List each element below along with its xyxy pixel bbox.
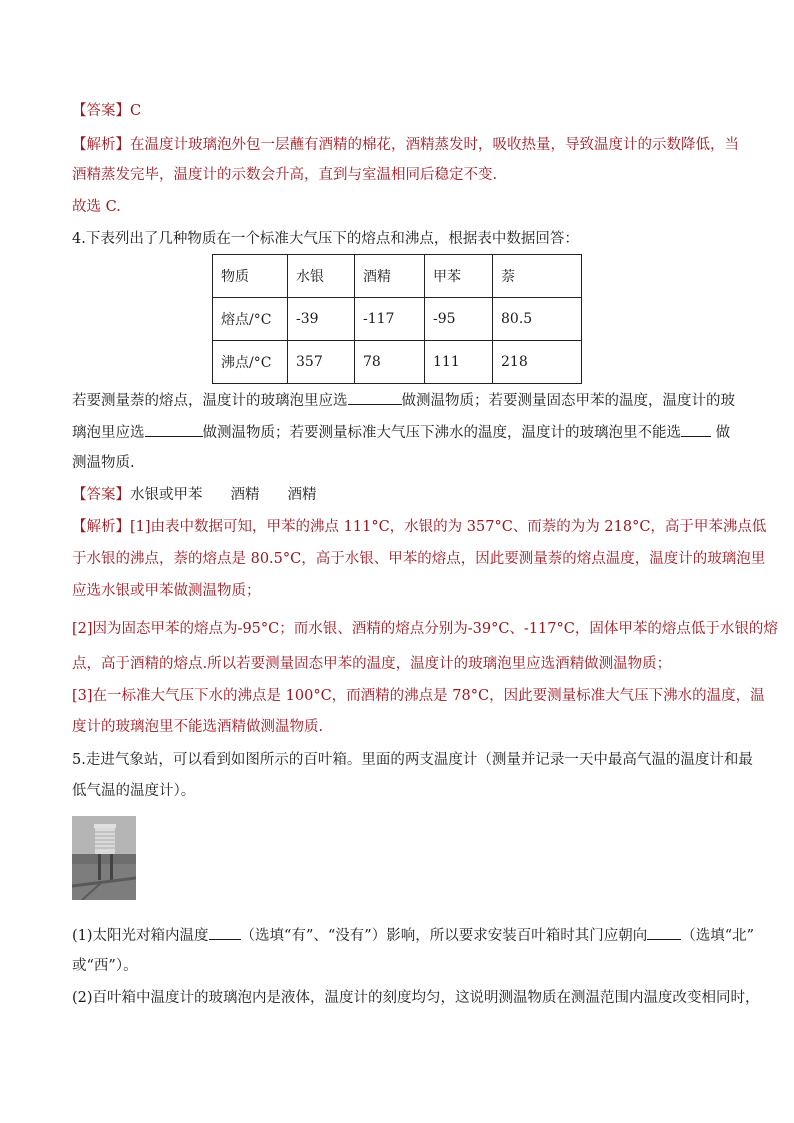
- q4-question-line-1: [72, 390, 735, 411]
- table-cell: 酒精: [355, 255, 425, 298]
- q5-part2-line-1: (2)百叶箱中温度计的玻璃泡内是液体，温度计的刻度均匀，这说明测温物质在测温范围内温度改变相同时，: [72, 990, 760, 1006]
- q3-choose: 故选 C.: [72, 199, 121, 215]
- question-text: 做: [711, 425, 731, 441]
- answer-blank: [348, 390, 402, 405]
- table-cell: 水银: [288, 255, 355, 298]
- table-cell: 熔点/°C: [213, 298, 288, 341]
- answer-blank: [145, 422, 203, 437]
- melting-boiling-table: [212, 254, 582, 384]
- answer-tag: 【答案】: [72, 103, 130, 119]
- question-text: （选填“有”、“没有”）影响，所以要求安装百叶箱时其门应朝向: [240, 928, 648, 944]
- q4-question-line-3: 测温物质.: [72, 455, 135, 471]
- table-header-row: [213, 255, 582, 298]
- question-text: 做测温物质；若要测量固态甲苯的温度，温度计的玻: [401, 393, 735, 409]
- answer-tag: 【答案】: [72, 487, 130, 503]
- answer-blank: [681, 422, 711, 437]
- table-cell: 218: [493, 341, 582, 384]
- answer-text: 水银或甲苯: [130, 487, 203, 503]
- q4-analysis-line-5: 点，高于酒精的熔点.所以若要测量固态甲苯的温度，温度计的玻璃泡里应选酒精做测温物质；: [72, 656, 672, 672]
- table-cell: 357: [288, 341, 355, 384]
- question-text: (1)太阳光对箱内温度: [72, 928, 209, 944]
- table-cell: 111: [425, 341, 493, 384]
- question-text: 璃泡里应选: [72, 425, 145, 441]
- table-cell: 沸点/°C: [213, 341, 288, 384]
- table-row: [213, 341, 582, 384]
- q4-analysis-line-6: [3]在一标准大气压下水的沸点是 100°C，而酒精的沸点是 78°C，因此要测量标准大气压下沸水的温度，温: [72, 688, 765, 704]
- table-cell: 78: [355, 341, 425, 384]
- answer-blank: [647, 925, 681, 940]
- q5-part1-line-1: [72, 925, 755, 946]
- question-text: 若要测量萘的熔点，温度计的玻璃泡里应选: [72, 393, 348, 409]
- question-text: （选填“北”: [681, 928, 755, 944]
- q5-stem-line-2: 低气温的温度计）。: [72, 783, 196, 799]
- q3-answer-line: [72, 101, 724, 121]
- table-cell: 甲苯: [425, 255, 493, 298]
- table-cell: 80.5: [493, 298, 582, 341]
- analysis-text: [1]由表中数据可知，甲苯的沸点 111°C，水银的为 357°C、而萘的为为 218°C，高于甲苯沸点低: [130, 519, 767, 535]
- analysis-tag: 【解析】: [72, 519, 130, 535]
- answer-blank: [209, 925, 241, 940]
- table-cell: -95: [425, 298, 493, 341]
- question-text: 做测温物质；若要测量标准大气压下沸水的温度，温度计的玻璃泡里不能选: [202, 425, 681, 441]
- table-cell: 物质: [213, 255, 288, 298]
- q5-part1-line-2: 或“西”）。: [72, 958, 138, 974]
- louvered-box-photo: [72, 816, 136, 900]
- q4-answer-line: [72, 485, 724, 505]
- table-cell: -39: [288, 298, 355, 341]
- q4-question-line-2: [72, 422, 731, 443]
- table-cell: 萘: [493, 255, 582, 298]
- q4-analysis-line-1: [72, 517, 767, 537]
- weather-box-image: [72, 816, 136, 900]
- q4-analysis-line-7: 度计的玻璃泡里不能选酒精做测温物质.: [72, 719, 324, 735]
- answer-text: 酒精: [287, 487, 317, 503]
- answer-text: 酒精: [230, 487, 260, 503]
- q4-analysis-line-3: 应选水银或甲苯做测温物质；: [72, 583, 261, 599]
- q4-stem: 4.下表列出了几种物质在一个标准大气压下的熔点和沸点，根据表中数据回答：: [72, 231, 579, 247]
- q3-analysis-line-2: 酒精蒸发完毕，温度计的示数会升高，直到与室温相同后稳定不变.: [72, 167, 498, 183]
- analysis-tag: 【解析】: [72, 137, 130, 153]
- q3-analysis-line-1: [72, 135, 739, 155]
- q5-stem-line-1: 5.走进气象站，可以看到如图所示的百叶箱。里面的两支温度计（测量并记录一天中最高气温的温度计和最: [72, 752, 753, 768]
- q4-analysis-line-4: [2]因为固态甲苯的熔点为-95°C；而水银、酒精的熔点分别为-39°C、-117°C，固体甲苯的熔点低于水银的熔: [72, 621, 778, 637]
- analysis-text: 在温度计玻璃泡外包一层蘸有酒精的棉花，酒精蒸发时，吸收热量，导致温度计的示数降低，当: [130, 137, 739, 153]
- table-row: [213, 298, 582, 341]
- q4-analysis-line-2: 于水银的沸点，萘的熔点是 80.5°C，高于水银、甲苯的熔点，因此要测量萘的熔点温度，温度计的玻璃泡里: [72, 551, 766, 567]
- table-cell: -117: [355, 298, 425, 341]
- answer-text: C: [130, 103, 142, 119]
